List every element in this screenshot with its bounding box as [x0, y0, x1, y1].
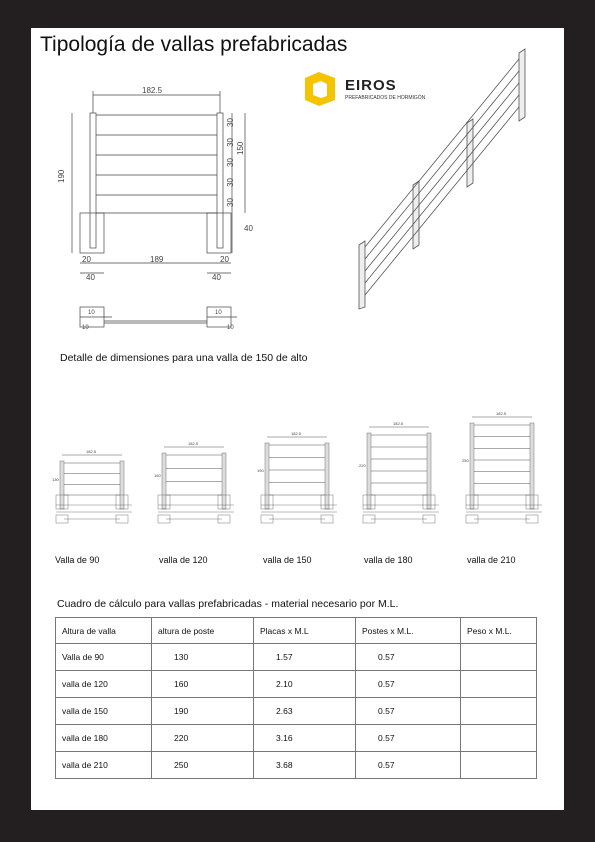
dim-150: 150: [236, 141, 245, 155]
caption-valla-210: valla de 210: [467, 555, 516, 565]
dim-spacing-5: 30: [226, 198, 235, 207]
header-placas: Placas x M.L: [254, 618, 356, 644]
fence-elevation-drawing: [57, 85, 260, 331]
dim-spacing-4: 30: [226, 178, 235, 187]
table-row: [56, 671, 537, 698]
small-fence-drawing: [253, 405, 343, 535]
small-fence-drawing: [150, 405, 240, 535]
plan-label-2: 10: [82, 325, 89, 331]
table-cell: 130: [152, 644, 254, 671]
caption-valla-180: valla de 180: [364, 555, 413, 565]
table-cell: Valla de 90: [56, 644, 152, 671]
table-cell: 2.10: [254, 671, 356, 698]
table-cell: [461, 644, 537, 671]
plan-label-3: 10: [215, 310, 222, 316]
small-dim-width: 182.5: [188, 441, 199, 446]
header-postes: Postes x M.L.: [356, 618, 461, 644]
table-cell: 0.57: [356, 752, 461, 779]
table-cell: 220: [152, 725, 254, 752]
dim-post-right: 20: [220, 255, 229, 264]
header-altura-valla: Altura de valla: [56, 618, 152, 644]
table-cell: 160: [152, 671, 254, 698]
small-dim-width: 182.5: [393, 421, 404, 426]
table-row: [56, 725, 537, 752]
dim-spacing-3: 30: [226, 158, 235, 167]
table-cell: [461, 752, 537, 779]
header-peso: Peso x M.L.: [461, 618, 537, 644]
dim-post-left: 20: [82, 255, 91, 264]
table-header-row: [56, 618, 537, 644]
dim-spacing-1: 30: [226, 118, 235, 127]
table-cell: [461, 698, 537, 725]
fence-perspective-drawing: [355, 45, 535, 310]
table-cell: 250: [152, 752, 254, 779]
caption-valla-90: Valla de 90: [55, 555, 100, 565]
plan-label-1: 10: [88, 310, 95, 316]
table-cell: 3.68: [254, 752, 356, 779]
table-cell: 0.57: [356, 698, 461, 725]
logo-name: EIROS: [345, 77, 397, 94]
table-cell: 1.57: [254, 644, 356, 671]
table-cell: valla de 180: [56, 725, 152, 752]
table-cell: [461, 671, 537, 698]
header-altura-poste: altura de poste: [152, 618, 254, 644]
small-fence-drawing: [48, 405, 138, 535]
plan-label-4: 10: [227, 325, 234, 331]
dim-span: 189: [150, 255, 164, 264]
small-dim-width: 182.5: [291, 431, 302, 436]
table-cell: [461, 725, 537, 752]
dim-spacing-2: 30: [226, 138, 235, 147]
table-cell: 0.57: [356, 725, 461, 752]
table-caption: Cuadro de cálculo para vallas prefabricadas - material necesario por M.L.: [57, 598, 399, 610]
table-cell: valla de 150: [56, 698, 152, 725]
small-dim-height: 190: [257, 468, 264, 473]
table-cell: valla de 210: [56, 752, 152, 779]
small-dim-height: 250: [462, 458, 469, 463]
table-cell: valla de 120: [56, 671, 152, 698]
table-row: [56, 644, 537, 671]
page-title: Tipología de vallas prefabricadas: [40, 33, 348, 56]
caption-valla-150: valla de 150: [263, 555, 312, 565]
dim-width: 182.5: [142, 86, 163, 95]
table-row: [56, 698, 537, 725]
small-dim-height: 220: [359, 463, 366, 468]
calculation-table: [55, 617, 537, 779]
small-fence-drawing: [458, 405, 548, 535]
table-cell: 3.16: [254, 725, 356, 752]
dim-base: 40: [244, 224, 253, 233]
detail-caption: Detalle de dimensiones para una valla de 150 de alto: [60, 352, 308, 364]
caption-valla-120: valla de 120: [159, 555, 208, 565]
table-cell: 2.63: [254, 698, 356, 725]
table-cell: 0.57: [356, 671, 461, 698]
table-cell: 0.57: [356, 644, 461, 671]
dim-total-height: 190: [57, 169, 66, 183]
small-dim-width: 182.5: [86, 449, 97, 454]
dim-base-left: 40: [86, 273, 95, 282]
dim-base-right: 40: [212, 273, 221, 282]
small-dim-height: 160: [154, 473, 161, 478]
eiros-logo-icon: [303, 72, 343, 106]
small-dim-width: 182.5: [496, 411, 507, 416]
small-fence-drawing: [355, 405, 445, 535]
logo-subtitle: PREFABRICADOS DE HORMIGÓN: [345, 95, 426, 101]
table-cell: 190: [152, 698, 254, 725]
table-row: [56, 752, 537, 779]
small-dim-height: 130: [52, 477, 59, 482]
